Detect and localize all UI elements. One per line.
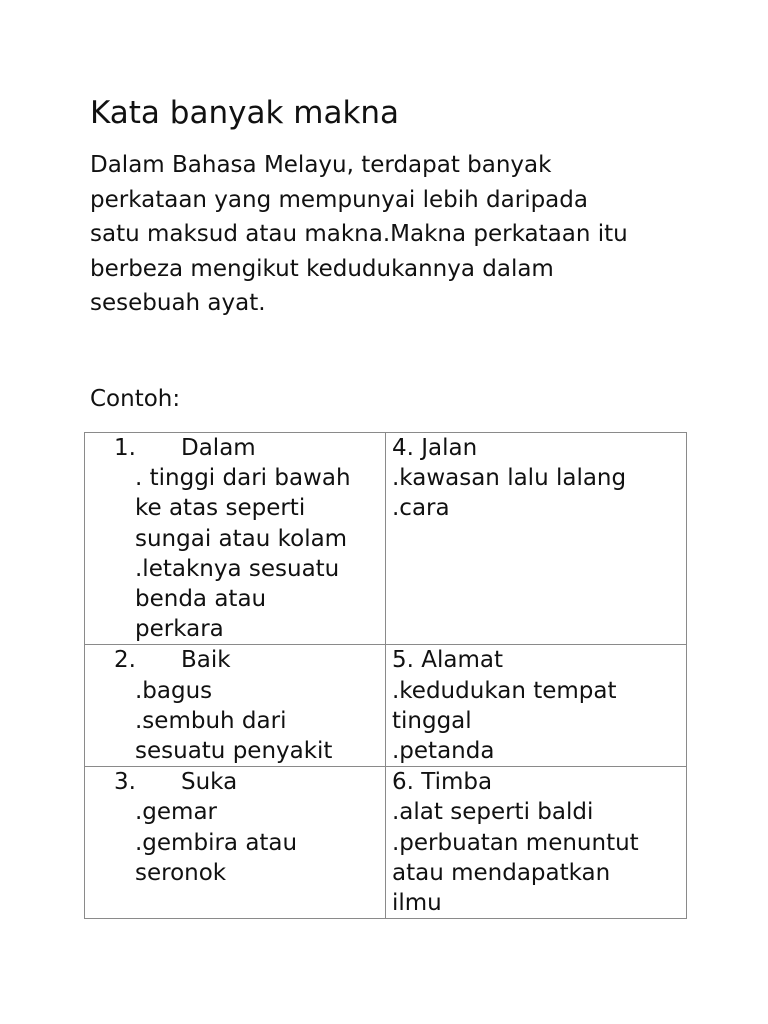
- page-title: Kata banyak makna: [90, 95, 400, 131]
- table-cell: [85, 767, 386, 919]
- entry-word: Baik: [181, 647, 231, 674]
- table-cell: [85, 645, 386, 767]
- meaning-line: .gembira atau: [135, 829, 298, 856]
- table-row: [85, 767, 687, 919]
- meaning-line: perkara: [135, 616, 224, 643]
- table-row: [85, 645, 687, 767]
- entry-number: 3.: [114, 769, 136, 796]
- meaning-line: benda atau: [135, 586, 267, 612]
- entry-word: Suka: [181, 769, 238, 796]
- table-cell: [85, 433, 386, 645]
- table-cell: [386, 767, 687, 919]
- meaning-line: .bagus: [135, 677, 213, 704]
- table-cell: [386, 645, 687, 767]
- entry-number: 1.: [114, 435, 136, 461]
- meaning-line: tinggal: [392, 707, 472, 734]
- entry-heading: 4. Jalan: [392, 435, 478, 461]
- meaning-line: ilmu: [392, 890, 442, 917]
- intro-line: Dalam Bahasa Melayu, terdapat banyak: [90, 152, 552, 178]
- intro-line: sesebuah ayat.: [90, 290, 266, 316]
- meaning-line: seronok: [135, 859, 227, 886]
- intro-line: perkataan yang mempunyai lebih daripada: [90, 186, 588, 213]
- examples-table: [84, 432, 687, 919]
- table-row: [85, 433, 687, 645]
- meaning-line: .sembuh dari: [135, 707, 287, 734]
- meaning-line: .perbuatan menuntut: [392, 829, 639, 856]
- entry-heading: [85, 767, 385, 797]
- entry-heading: [85, 433, 385, 463]
- entry-heading: 6. Timba: [392, 769, 493, 796]
- entry-number: 2.: [114, 647, 136, 674]
- intro-line: berbeza mengikut kedudukannya dalam: [90, 255, 554, 282]
- intro-paragraph: [90, 148, 730, 321]
- meaning-line: .letaknya sesuatu: [135, 555, 340, 582]
- entry-word: Dalam: [181, 435, 256, 461]
- examples-label: Contoh:: [90, 386, 181, 412]
- meaning-line: .gemar: [135, 799, 218, 826]
- meaning-line: sungai atau kolam: [135, 525, 348, 552]
- meaning-line: .alat seperti baldi: [392, 799, 594, 826]
- meaning-line: .kedudukan tempat: [392, 677, 617, 704]
- meaning-line: ke atas seperti: [135, 495, 306, 522]
- meaning-line: .petanda: [392, 738, 495, 765]
- meaning-line: .cara: [392, 495, 450, 522]
- intro-line: satu maksud atau makna.Makna perkataan itu: [90, 221, 628, 247]
- meaning-line: . tinggi dari bawah: [135, 465, 351, 492]
- meaning-line: atau mendapatkan: [392, 859, 611, 886]
- meaning-line: sesuatu penyakit: [135, 738, 333, 764]
- meaning-line: .kawasan lalu lalang: [392, 465, 627, 492]
- entry-heading: [85, 645, 385, 675]
- entry-heading: 5. Alamat: [392, 647, 503, 674]
- table-cell: [386, 433, 687, 645]
